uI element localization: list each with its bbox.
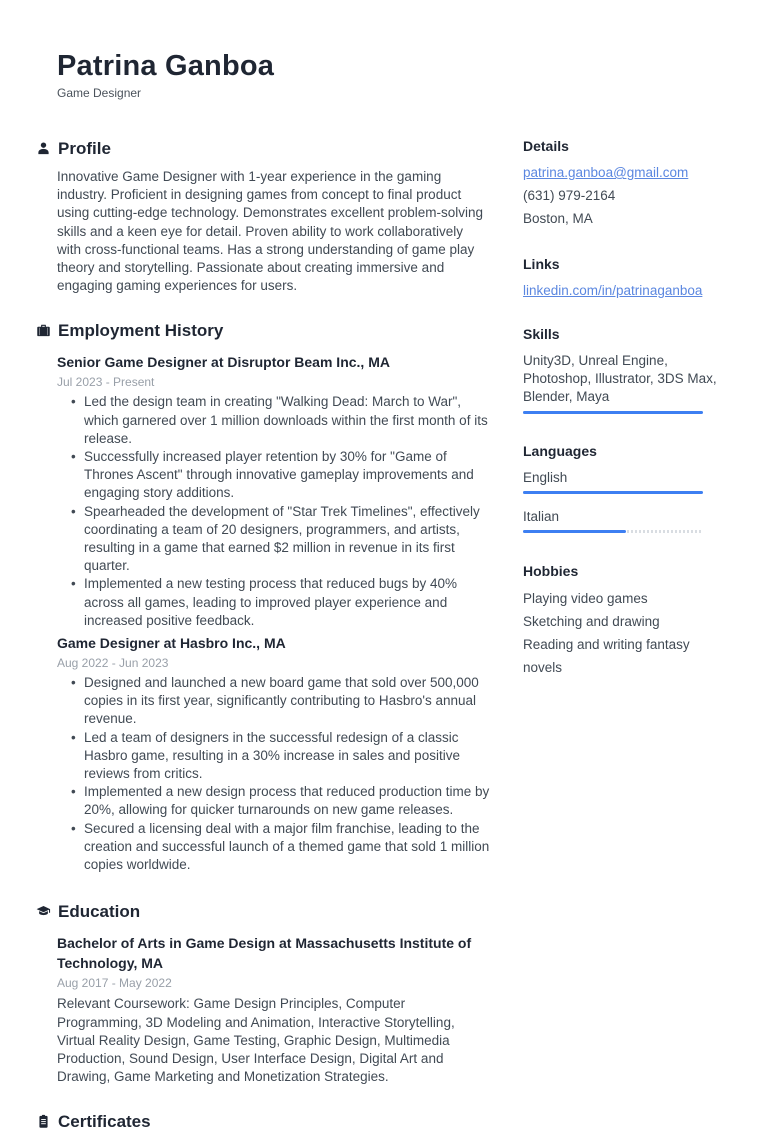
hobbies-heading: Hobbies xyxy=(523,562,579,579)
main-column xyxy=(36,48,490,1133)
job-entry xyxy=(57,353,490,630)
job-bullet-list xyxy=(57,674,490,874)
location: Boston, MA xyxy=(523,211,593,226)
phone-number: (631) 979-2164 xyxy=(523,188,616,203)
job-bullet: • Led the design team in creating "Walking Dead: March to War", which garnered over 1 million downloads within the first month of its release. xyxy=(71,393,490,448)
language-level-fill xyxy=(523,530,626,533)
graduation-cap-icon xyxy=(36,904,51,919)
section-certificates xyxy=(36,1110,490,1133)
job-bullet: • Designed and launched a new board game that sold over 500,000 copies in its first year, significantly contributing to Hasbro's annual revenue. xyxy=(71,674,490,729)
details-heading: Details xyxy=(523,138,569,154)
job-entry xyxy=(57,634,490,874)
links-heading: Links xyxy=(523,256,560,272)
profile-heading: Profile xyxy=(58,139,111,158)
skills-heading: Skills xyxy=(523,326,560,342)
sidebar xyxy=(523,48,728,1133)
sidebar-section-hobbies xyxy=(523,562,728,679)
job-bullet-list xyxy=(57,393,490,630)
sidebar-section-languages xyxy=(523,442,728,533)
education-degree: Bachelor of Arts in Game Design at Massachusetts Institute of Technology, MA xyxy=(57,935,472,971)
section-education xyxy=(36,900,490,1086)
job-dates: Aug 2022 - Jun 2023 xyxy=(57,656,169,671)
resume-header xyxy=(36,48,490,100)
job-bullet: • Implemented a new design process that reduced production time by 20%, allowing for quicker turnarounds on new game releases. xyxy=(71,783,490,819)
skill-level-bar xyxy=(523,411,703,414)
job-bullet: • Implemented a new testing process that reduced bugs by 40% across all games, leading to improved player experience and increased positive feedback. xyxy=(71,575,490,630)
job-bullet: • Successfully increased player retention by 30% for "Game of Thrones Ascent" through innovative gameplay improvements and engaging story additions. xyxy=(71,448,490,503)
section-employment-history xyxy=(36,319,490,874)
employment-history-heading: Employment History xyxy=(58,321,224,341)
skill-level-fill xyxy=(523,411,703,414)
skills-list: Unity3D, Unreal Engine, Photoshop, Illustrator, 3DS Max, Blender, Maya xyxy=(523,353,717,405)
language-level-bar xyxy=(523,491,703,494)
education-heading: Education xyxy=(58,902,141,922)
job-title-subtitle: Game Designer xyxy=(57,86,142,100)
briefcase-icon xyxy=(36,323,51,338)
certificate-icon xyxy=(36,1114,51,1129)
hobby-item: Playing video games xyxy=(523,590,648,606)
job-bullet: • Spearheaded the development of "Star Trek Timelines", effectively coordinating a team of 20 designers, programmers, and artists, resulting in a game that earned $2 million in revenue in its first quarter. xyxy=(71,503,490,576)
person-icon xyxy=(36,141,51,156)
sidebar-section-skills xyxy=(523,325,728,414)
language-name: English xyxy=(523,469,568,485)
language-level-fill xyxy=(523,491,703,494)
job-bullet: • Led a team of designers in the successful redesign of a classic Hasbro game, resulting in a 30% increase in sales and positive reviews from critics. xyxy=(71,729,490,784)
job-bullet: • Secured a licensing deal with a major film franchise, leading to the creation and successful launch of a themed game that sold 1 million copies worldwide. xyxy=(71,820,490,875)
certificates-heading: Certificates xyxy=(58,1112,151,1132)
profile-text: Innovative Game Designer with 1-year experience in the gaming industry. Proficient in designing games from concept to final product using cutting-edge technology. Demonstrates excellent problem-solving skills and a keen eye for detail. Proven ability to work collaboratively with cross-functional teams. Has a strong understanding of game play theory and storytelling. Passionate about creating immersive and engaging gaming experiences for users. xyxy=(57,169,483,294)
email-link[interactable]: patrina.ganboa@gmail.com xyxy=(523,165,689,180)
language-name: Italian xyxy=(523,508,560,524)
education-dates: Aug 2017 - May 2022 xyxy=(57,976,172,991)
language-level-bar xyxy=(523,530,703,533)
sidebar-section-links xyxy=(523,255,728,300)
job-title: Senior Game Designer at Disruptor Beam Inc., MA xyxy=(57,354,390,371)
page-title: Patrina Ganboa xyxy=(57,50,275,82)
section-profile xyxy=(36,137,490,295)
languages-heading: Languages xyxy=(523,442,597,459)
language-item xyxy=(523,469,728,494)
sidebar-section-details xyxy=(523,137,728,228)
language-item xyxy=(523,508,728,533)
hobby-item: Reading and writing fantasy novels xyxy=(523,636,690,675)
job-dates: Jul 2023 - Present xyxy=(57,375,155,390)
education-description: Relevant Coursework: Game Design Principles, Computer Programming, 3D Modeling and Animation, Interactive Storytelling, Virtual Reality Design, Game Testing, Graphic Design, Multimedia Production, Sound Design, User Interface Design, Digital Art and Drawing, Game Marketing and Monetization Strategies. xyxy=(57,996,455,1085)
job-title: Game Designer at Hasbro Inc., MA xyxy=(57,635,286,652)
linkedin-link[interactable]: linkedin.com/in/patrinaganboa xyxy=(523,283,703,298)
hobby-item: Sketching and drawing xyxy=(523,613,660,629)
